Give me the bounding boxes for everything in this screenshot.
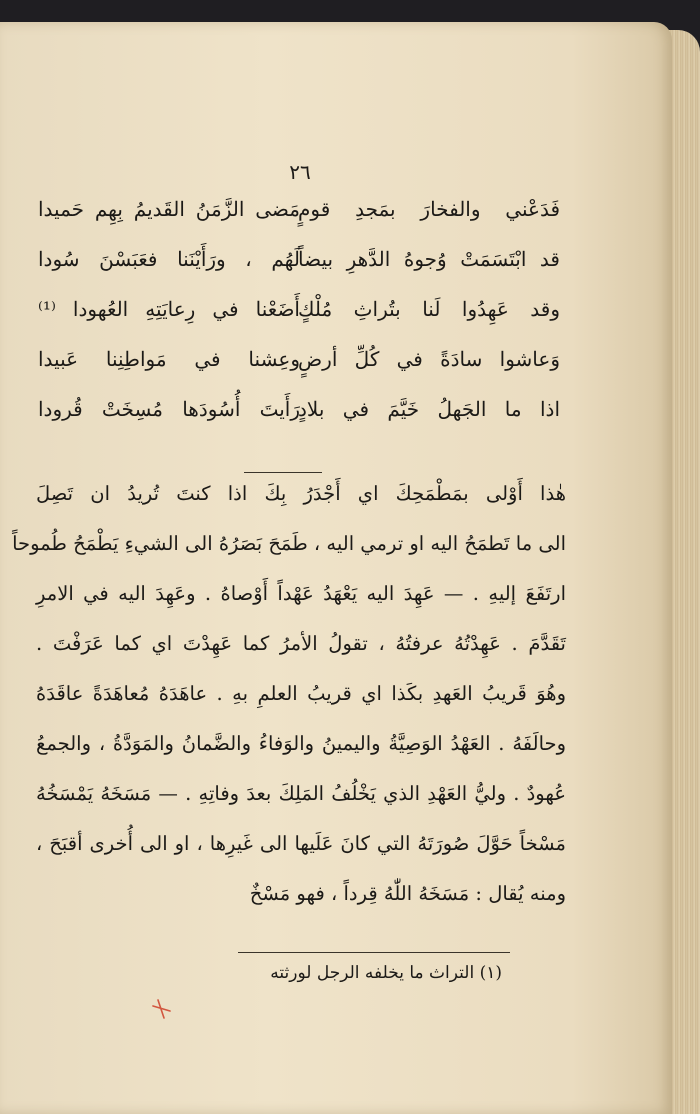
footnote-rule xyxy=(238,952,510,953)
verse-first-hemistich: اذا ما الجَهلُ خَيَّمَ في بلادٍ xyxy=(298,397,560,421)
prose-line: الى ما تَطمَحُ اليه او ترمي اليه ، طَمَحَ بَصَرُهُ الى الشيءِ يَطْمَحُ طُموحاً xyxy=(12,532,566,555)
verse-first-hemistich: فَدَعْني والفخارَ بمَجدِ قومٍ xyxy=(298,197,560,221)
book-page xyxy=(0,22,672,1114)
prose-line: عُهودٌ . وليُّ العَهْدِ الذي يَخْلُفُ المَلِكَ بعدَ وفاتِهِ . — مَسَخَهُ يَمْسَخُهُ xyxy=(36,782,566,805)
verse-second-hemistich: أَضَعْنا في رِعايَتِهِ العُهودا ⁽¹⁾ xyxy=(38,297,300,321)
verse-line xyxy=(0,347,600,395)
verse-second-hemistich: رَأَيتَ أُسُودَها مُسِخَتْ قُرودا xyxy=(38,397,300,421)
prose-line: ومنه يُقال : مَسَخَهُ اللّٰهُ قِرداً ، فهو مَسْخٌ xyxy=(249,882,566,905)
footnote: (١) التراث ما يخلفه الرجل لورثته xyxy=(270,963,502,983)
verse-second-hemistich: لَهُم ، ورَأَيْنَنا فعَبَسْنَ سُودا xyxy=(38,247,300,271)
prose-line: وحالَفَهُ . العَهْدُ الوَصِيَّةُ واليمينُ والوَفاءُ والضَّمانُ والمَوَدَّةُ ، والجمعُ xyxy=(36,732,566,755)
verse-first-hemistich: وقد عَهِدُوا لَنا بتُراثِ مُلْكٍ xyxy=(298,297,560,321)
prose-line: ارتَفَعَ إليهِ . — عَهِدَ اليه يَعْهَدُ عَهْداً أَوْصاهُ . وعَهِدَ اليه في الامرِ xyxy=(36,582,566,605)
verse-line xyxy=(0,197,600,245)
verse-first-hemistich: قد ابْتَسَمَتْ وُجوهُ الدَّهرِ بيضاً xyxy=(298,247,560,271)
section-divider xyxy=(244,472,322,473)
red-pencil-mark-icon xyxy=(150,997,174,1021)
verse-second-hemistich: وعِشنا في مَواطِنِنا عَبيدا xyxy=(38,347,300,371)
prose-line: تَقَدَّمَ . عَهِدْتُهُ عرفتُهُ ، تقولُ الأمرُ كما عَهِدْتَ اي كما عَرَفْتَ . xyxy=(36,632,566,655)
prose-line: هٰذا أَوْلى بمَطْمَحِكَ اي أَجْدَرُ بِكَ اذا كنتَ تُريدُ ان تَصِلَ xyxy=(36,482,566,505)
page-number: ٢٦ xyxy=(289,160,311,184)
verse-second-hemistich: مَضى الزَّمَنُ القَديمُ بِهِم حَميدا xyxy=(38,197,300,221)
prose-line: مَسْخاً حَوَّلَ صُورَتَهُ التي كانَ عَلَيها الى غَيرِها ، او الى أُخرى أقبَحَ ، xyxy=(36,832,566,855)
verse-line xyxy=(0,247,600,295)
verse-line xyxy=(0,297,600,345)
verse-line xyxy=(0,397,600,445)
prose-line: وهُوَ قَريبُ العَهدِ بكَذا اي قريبُ العلمِ بهِ . عاهَدَهُ مُعاهَدَةً عاقَدَهُ xyxy=(36,682,566,705)
verse-first-hemistich: وَعاشوا سادَةً في كُلِّ أرضٍ xyxy=(298,347,560,371)
